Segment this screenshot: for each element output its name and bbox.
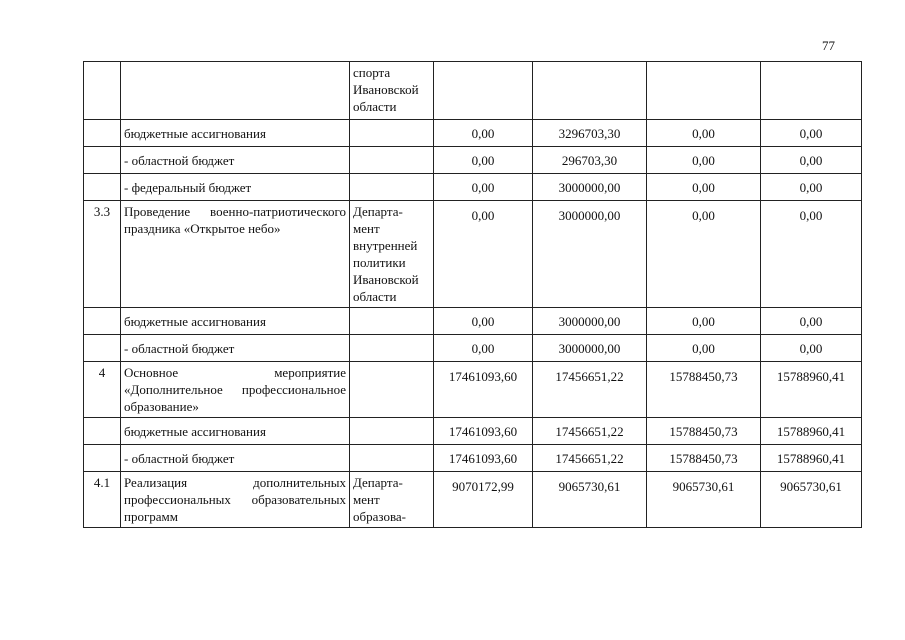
row-value-4 — [761, 62, 862, 120]
row-value-2: 3296703,30 — [533, 120, 647, 147]
row-value-1: 17461093,60 — [434, 362, 533, 418]
row-value-3: 0,00 — [647, 120, 761, 147]
table-row — [84, 201, 862, 308]
row-index: 3.3 — [84, 201, 121, 308]
row-responsible — [350, 120, 434, 147]
row-name — [121, 62, 350, 120]
row-responsible — [350, 147, 434, 174]
row-name: - областной бюджет — [121, 445, 350, 472]
row-value-2: 3000000,00 — [533, 308, 647, 335]
row-index — [84, 147, 121, 174]
table-row — [84, 120, 862, 147]
row-value-1: 0,00 — [434, 147, 533, 174]
row-value-1: 9070172,99 — [434, 472, 533, 528]
row-value-2: 296703,30 — [533, 147, 647, 174]
row-value-1: 0,00 — [434, 335, 533, 362]
row-name: - федеральный бюджет — [121, 174, 350, 201]
row-value-1: 17461093,60 — [434, 418, 533, 445]
table-row — [84, 445, 862, 472]
table-row — [84, 147, 862, 174]
row-responsible — [350, 445, 434, 472]
row-value-4: 9065730,61 — [761, 472, 862, 528]
row-value-3: 15788450,73 — [647, 362, 761, 418]
row-value-4: 15788960,41 — [761, 362, 862, 418]
row-value-2: 9065730,61 — [533, 472, 647, 528]
row-responsible: спорта Ивановской области — [350, 62, 434, 120]
table-row — [84, 335, 862, 362]
row-responsible: Департа- мент образова- — [350, 472, 434, 528]
row-value-1: 0,00 — [434, 174, 533, 201]
row-index — [84, 445, 121, 472]
row-value-4: 0,00 — [761, 174, 862, 201]
row-value-4: 15788960,41 — [761, 445, 862, 472]
row-responsible — [350, 362, 434, 418]
table-row — [84, 362, 862, 418]
row-value-2: 3000000,00 — [533, 335, 647, 362]
row-value-2: 17456651,22 — [533, 418, 647, 445]
row-value-3: 0,00 — [647, 201, 761, 308]
row-index — [84, 335, 121, 362]
table-row — [84, 174, 862, 201]
row-value-4: 15788960,41 — [761, 418, 862, 445]
row-name: Проведение военно-патриотического праздника «Открытое небо» — [121, 201, 350, 308]
row-name: бюджетные ассигнования — [121, 120, 350, 147]
table-row — [84, 308, 862, 335]
row-value-2: 17456651,22 — [533, 362, 647, 418]
row-value-4: 0,00 — [761, 201, 862, 308]
row-index — [84, 308, 121, 335]
row-value-1: 17461093,60 — [434, 445, 533, 472]
row-value-2: 17456651,22 — [533, 445, 647, 472]
table-row — [84, 472, 862, 528]
row-value-4: 0,00 — [761, 335, 862, 362]
table-row — [84, 62, 862, 120]
table-row — [84, 418, 862, 445]
row-value-3: 0,00 — [647, 335, 761, 362]
row-value-1 — [434, 62, 533, 120]
row-index — [84, 174, 121, 201]
page-number: 77 — [822, 38, 835, 53]
row-index — [84, 62, 121, 120]
budget-table — [83, 61, 862, 528]
row-name: Реализация дополнительных профессиональных образовательных программ — [121, 472, 350, 528]
row-responsible — [350, 174, 434, 201]
row-value-3 — [647, 62, 761, 120]
row-value-3: 15788450,73 — [647, 418, 761, 445]
row-index: 4 — [84, 362, 121, 418]
row-value-3: 0,00 — [647, 308, 761, 335]
row-name: - областной бюджет — [121, 147, 350, 174]
row-name: бюджетные ассигнования — [121, 308, 350, 335]
row-value-1: 0,00 — [434, 201, 533, 308]
row-value-3: 9065730,61 — [647, 472, 761, 528]
row-value-4: 0,00 — [761, 308, 862, 335]
row-name: - областной бюджет — [121, 335, 350, 362]
row-index: 4.1 — [84, 472, 121, 528]
row-value-2 — [533, 62, 647, 120]
row-responsible: Департа- мент внутренней политики Ивановской области — [350, 201, 434, 308]
row-value-1: 0,00 — [434, 308, 533, 335]
row-value-1: 0,00 — [434, 120, 533, 147]
row-value-4: 0,00 — [761, 120, 862, 147]
row-name: бюджетные ассигнования — [121, 418, 350, 445]
row-value-3: 15788450,73 — [647, 445, 761, 472]
row-name: Основное мероприятие «Дополнительное профессиональное образование» — [121, 362, 350, 418]
row-responsible — [350, 418, 434, 445]
row-value-4: 0,00 — [761, 147, 862, 174]
row-value-3: 0,00 — [647, 147, 761, 174]
row-index — [84, 418, 121, 445]
row-value-2: 3000000,00 — [533, 174, 647, 201]
row-value-2: 3000000,00 — [533, 201, 647, 308]
row-responsible — [350, 308, 434, 335]
row-value-3: 0,00 — [647, 174, 761, 201]
row-index — [84, 120, 121, 147]
row-responsible — [350, 335, 434, 362]
